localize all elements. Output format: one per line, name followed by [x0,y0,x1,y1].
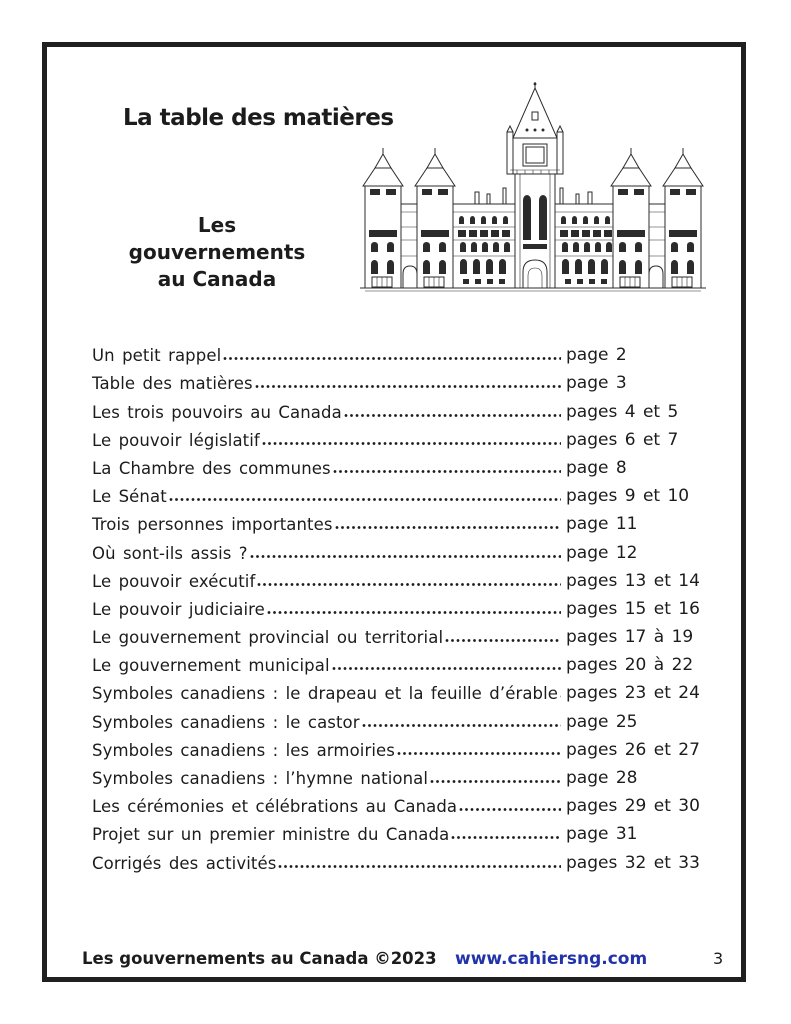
toc-entry-pages: pages 17 à 19 [566,627,694,648]
page-title: La table des matières [123,105,394,131]
toc-entry [92,788,708,816]
toc-entry-title: Le gouvernement provincial ou territorial [92,628,444,648]
toc-entry-title: Symboles canadiens : le castor [92,712,360,732]
toc-entry-title: Trois personnes importantes [92,515,333,535]
toc-dot-leader [362,722,561,729]
toc-entry-pages: pages 6 et 7 [566,429,679,450]
toc-entry-title: Un petit rappel [92,346,222,366]
parliament-building-drawing [357,81,709,295]
toc-dot-leader [257,581,561,588]
toc-entry-title: Le pouvoir judiciaire [92,599,265,619]
toc-entry-pages: pages 26 et 27 [566,739,700,760]
toc-dot-leader [560,693,561,700]
footer-copyright: Les gouvernements au Canada ©2023 [82,949,437,968]
toc-dot-leader [267,609,561,616]
toc-dot-leader [430,778,561,785]
toc-entry [92,844,708,872]
toc-list [92,337,708,873]
footer-website-link[interactable]: www.cahiersng.com [455,949,648,969]
toc-entry [92,732,708,760]
toc-entry-title: La Chambre des communes [92,458,331,478]
toc-entry [92,506,708,534]
toc-entry [92,393,708,421]
toc-entry-pages: pages 13 et 14 [566,570,700,591]
toc-entry-pages: pages 15 et 16 [566,598,700,619]
toc-entry-title: Table des matières [92,374,253,394]
toc-entry-pages: pages 32 et 33 [566,852,700,873]
toc-dot-leader [223,355,561,362]
toc-entry-title: Le pouvoir législatif [92,430,260,450]
toc-entry-title: Le pouvoir exécutif [92,571,256,591]
toc-entry-pages: page 2 [566,345,627,366]
subtitle-line-2: au Canada [157,267,277,291]
toc-entry-title: Les cérémonies et célébrations au Canada [92,797,458,817]
footer-page-number: 3 [713,949,724,968]
toc-dot-leader [344,412,561,419]
toc-dot-leader [451,834,561,841]
toc-entry [92,703,708,731]
toc-entry [92,365,708,393]
toc-entry-title: Les trois pouvoirs au Canada [92,402,342,422]
toc-entry-title: Corrigés des activités [92,853,277,873]
parliament-building-illustration [357,81,709,295]
toc-entry-pages: pages 9 et 10 [566,486,690,507]
toc-entry-title: Projet sur un premier ministre du Canada [92,825,450,845]
toc-entry-title: Symboles canadiens : le drapeau et la feuille d’érable [92,684,559,704]
subtitle-line-1: Les gouvernements [128,213,306,264]
toc-entry-pages: page 11 [566,514,638,535]
toc-entry [92,450,708,478]
toc-dot-leader [445,637,561,644]
toc-entry [92,647,708,675]
toc-dot-leader [255,383,561,390]
toc-entry [92,563,708,591]
toc-entry [92,675,708,703]
toc-dot-leader [333,468,561,475]
toc-entry [92,534,708,562]
toc-entry-title: Où sont-ils assis ? [92,543,248,563]
toc-entry [92,422,708,450]
toc-entry-title: Symboles canadiens : l’hymne national [92,769,429,788]
toc-dot-leader [278,863,561,870]
toc-entry-pages: page 12 [566,542,638,563]
toc-dot-leader [262,440,561,447]
toc-entry [92,478,708,506]
toc-entry [92,337,708,365]
toc-dot-leader [169,496,561,503]
toc-dot-leader [335,524,561,531]
document-subtitle [107,212,327,293]
toc-entry-pages: pages 20 à 22 [566,655,694,676]
toc-entry-title: Le gouvernement municipal [92,656,330,676]
toc-entry-pages: page 28 [566,768,638,788]
toc-entry-title: Le Sénat [92,487,167,507]
toc-entry [92,591,708,619]
toc-entry-pages: page 31 [566,824,638,845]
toc-entry [92,816,708,844]
page-footer [47,949,741,975]
toc-entry-pages: pages 23 et 24 [566,683,700,704]
toc-dot-leader [397,750,561,757]
toc-entry [92,760,708,788]
toc-entry [92,619,708,647]
page-border-frame [42,42,746,982]
toc-dot-leader [250,553,561,560]
toc-entry-pages: page 3 [566,373,627,394]
toc-dot-leader [459,806,561,813]
toc-entry-pages: page 25 [566,711,638,732]
toc-dot-leader [332,665,561,672]
toc-entry-pages: pages 4 et 5 [566,401,679,422]
toc-entry-pages: pages 29 et 30 [566,796,700,817]
toc-entry-title: Symboles canadiens : les armoiries [92,740,395,760]
toc-entry-pages: page 8 [566,457,627,478]
